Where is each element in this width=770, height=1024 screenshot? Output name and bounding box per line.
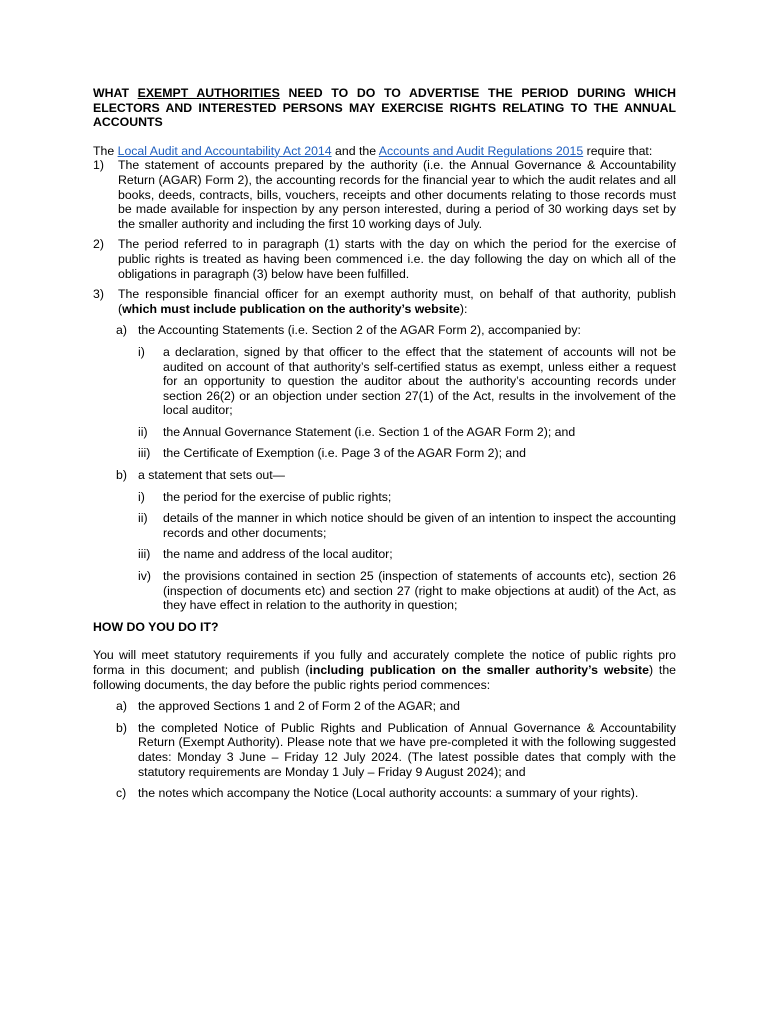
title-underlined-phrase: EXEMPT AUTHORITIES (137, 86, 280, 100)
intro-paragraph: The Local Audit and Accountability Act 2014 and the Accounts and Audit Regulations 2015 require that: (93, 143, 653, 158)
list-item-text: The period referred to in paragraph (1) starts with the day on which the period for the exercise of public rights is treated as having been commenced i.e. the day following the day on which all of the obligations in paragraph (3) below have been fulfilled. (118, 237, 676, 281)
sub-item-b-iv: iv) the provisions contained in section 25 (inspection of statements of accounts etc), section 26 (inspection of documents etc) and section 27 (right to make objections at audit) of the Act, as they have effect in relation to the authority in question; (138, 569, 676, 613)
list-item-number: 3) (93, 287, 104, 302)
accounts-audit-regulations-link[interactable]: Accounts and Audit Regulations 2015 (378, 143, 584, 158)
sub-item-a-ii: ii) the Annual Governance Statement (i.e. Section 1 of the AGAR Form 2); and (138, 424, 576, 439)
how-paragraph: You will meet statutory requirements if you fully and accurately complete the notice of public rights pro forma in this document; and publish (including publication on the smaller authority’s website) the following documents, the day before the public rights period commences: (93, 648, 677, 692)
list-item-number: 2) (93, 237, 104, 252)
document-body (93, 86, 676, 801)
list-item-2 (93, 237, 676, 281)
sub-item-a: a) the Accounting Statements (i.e. Section 2 of the AGAR Form 2), accompanied by: (116, 323, 581, 338)
list-item-text: The statement of accounts prepared by the authority (i.e. the Annual Governance & Accountability Return (AGAR) Form 2), the accounting records for the financial year to which the audit relates and all books, deeds, contracts, bills, vouchers, receipts and other documents relating to those records must be made available for inspection by any person interested, during a period of 30 working days set by the smaller authority and including the first 10 working days of July. (118, 158, 676, 231)
list-item-text: The responsible financial officer for an exempt authority must, on behalf of that authority, publish (which must include publication on the authority’s website): (118, 287, 676, 316)
how-item-b: b) the completed Notice of Public Rights and Publication of Annual Governance & Accountability Return (Exempt Authority). Please note that we have pre-completed it with the following suggested dates: Monday 3 June – Friday 12 July 2024. (The latest possible dates that comply with the statutory requirements are Monday 1 July – Friday 9 August 2024); and (116, 720, 676, 779)
local-audit-act-link[interactable]: Local Audit and Accountability Act 2014 (117, 143, 332, 158)
how-item-c: c) the notes which accompany the Notice (Local authority accounts: a summary of your rights). (116, 786, 639, 801)
how-heading: HOW DO YOU DO IT? (93, 619, 219, 634)
how-item-a: a) the approved Sections 1 and 2 of Form 2 of the AGAR; and (116, 699, 460, 714)
list-item-3 (93, 287, 676, 316)
list-item-1 (93, 158, 676, 231)
sub-item-b-ii: ii) details of the manner in which notice should be given of an intention to inspect the accounting records and other documents; (138, 511, 676, 540)
document-title: WHAT EXEMPT AUTHORITIES NEED TO DO TO ADVERTISE THE PERIOD DURING WHICH ELECTORS AND INTERESTED PERSONS MAY EXERCISE RIGHTS RELATING TO THE ANNUAL ACCOUNTS (93, 86, 676, 130)
sub-item-b-iii: iii) the name and address of the local auditor; (138, 547, 393, 562)
list-item-number: 1) (93, 158, 104, 173)
sub-item-a-i: i) a declaration, signed by that officer to the effect that the statement of accounts will not be audited on account of that authority’s self-certified status as exempt, unless either a request for an opportunity to question the auditor about the authority’s accounting records under section 26(2) or an objection under section 27(1) of the Act, results in the involvement of the local auditor; (138, 344, 676, 418)
sub-item-a-iii: iii) the Certificate of Exemption (i.e. Page 3 of the AGAR Form 2); and (138, 446, 526, 461)
sub-item-b: b) a statement that sets out— (116, 468, 285, 483)
sub-item-b-i: i) the period for the exercise of public rights; (138, 489, 392, 504)
